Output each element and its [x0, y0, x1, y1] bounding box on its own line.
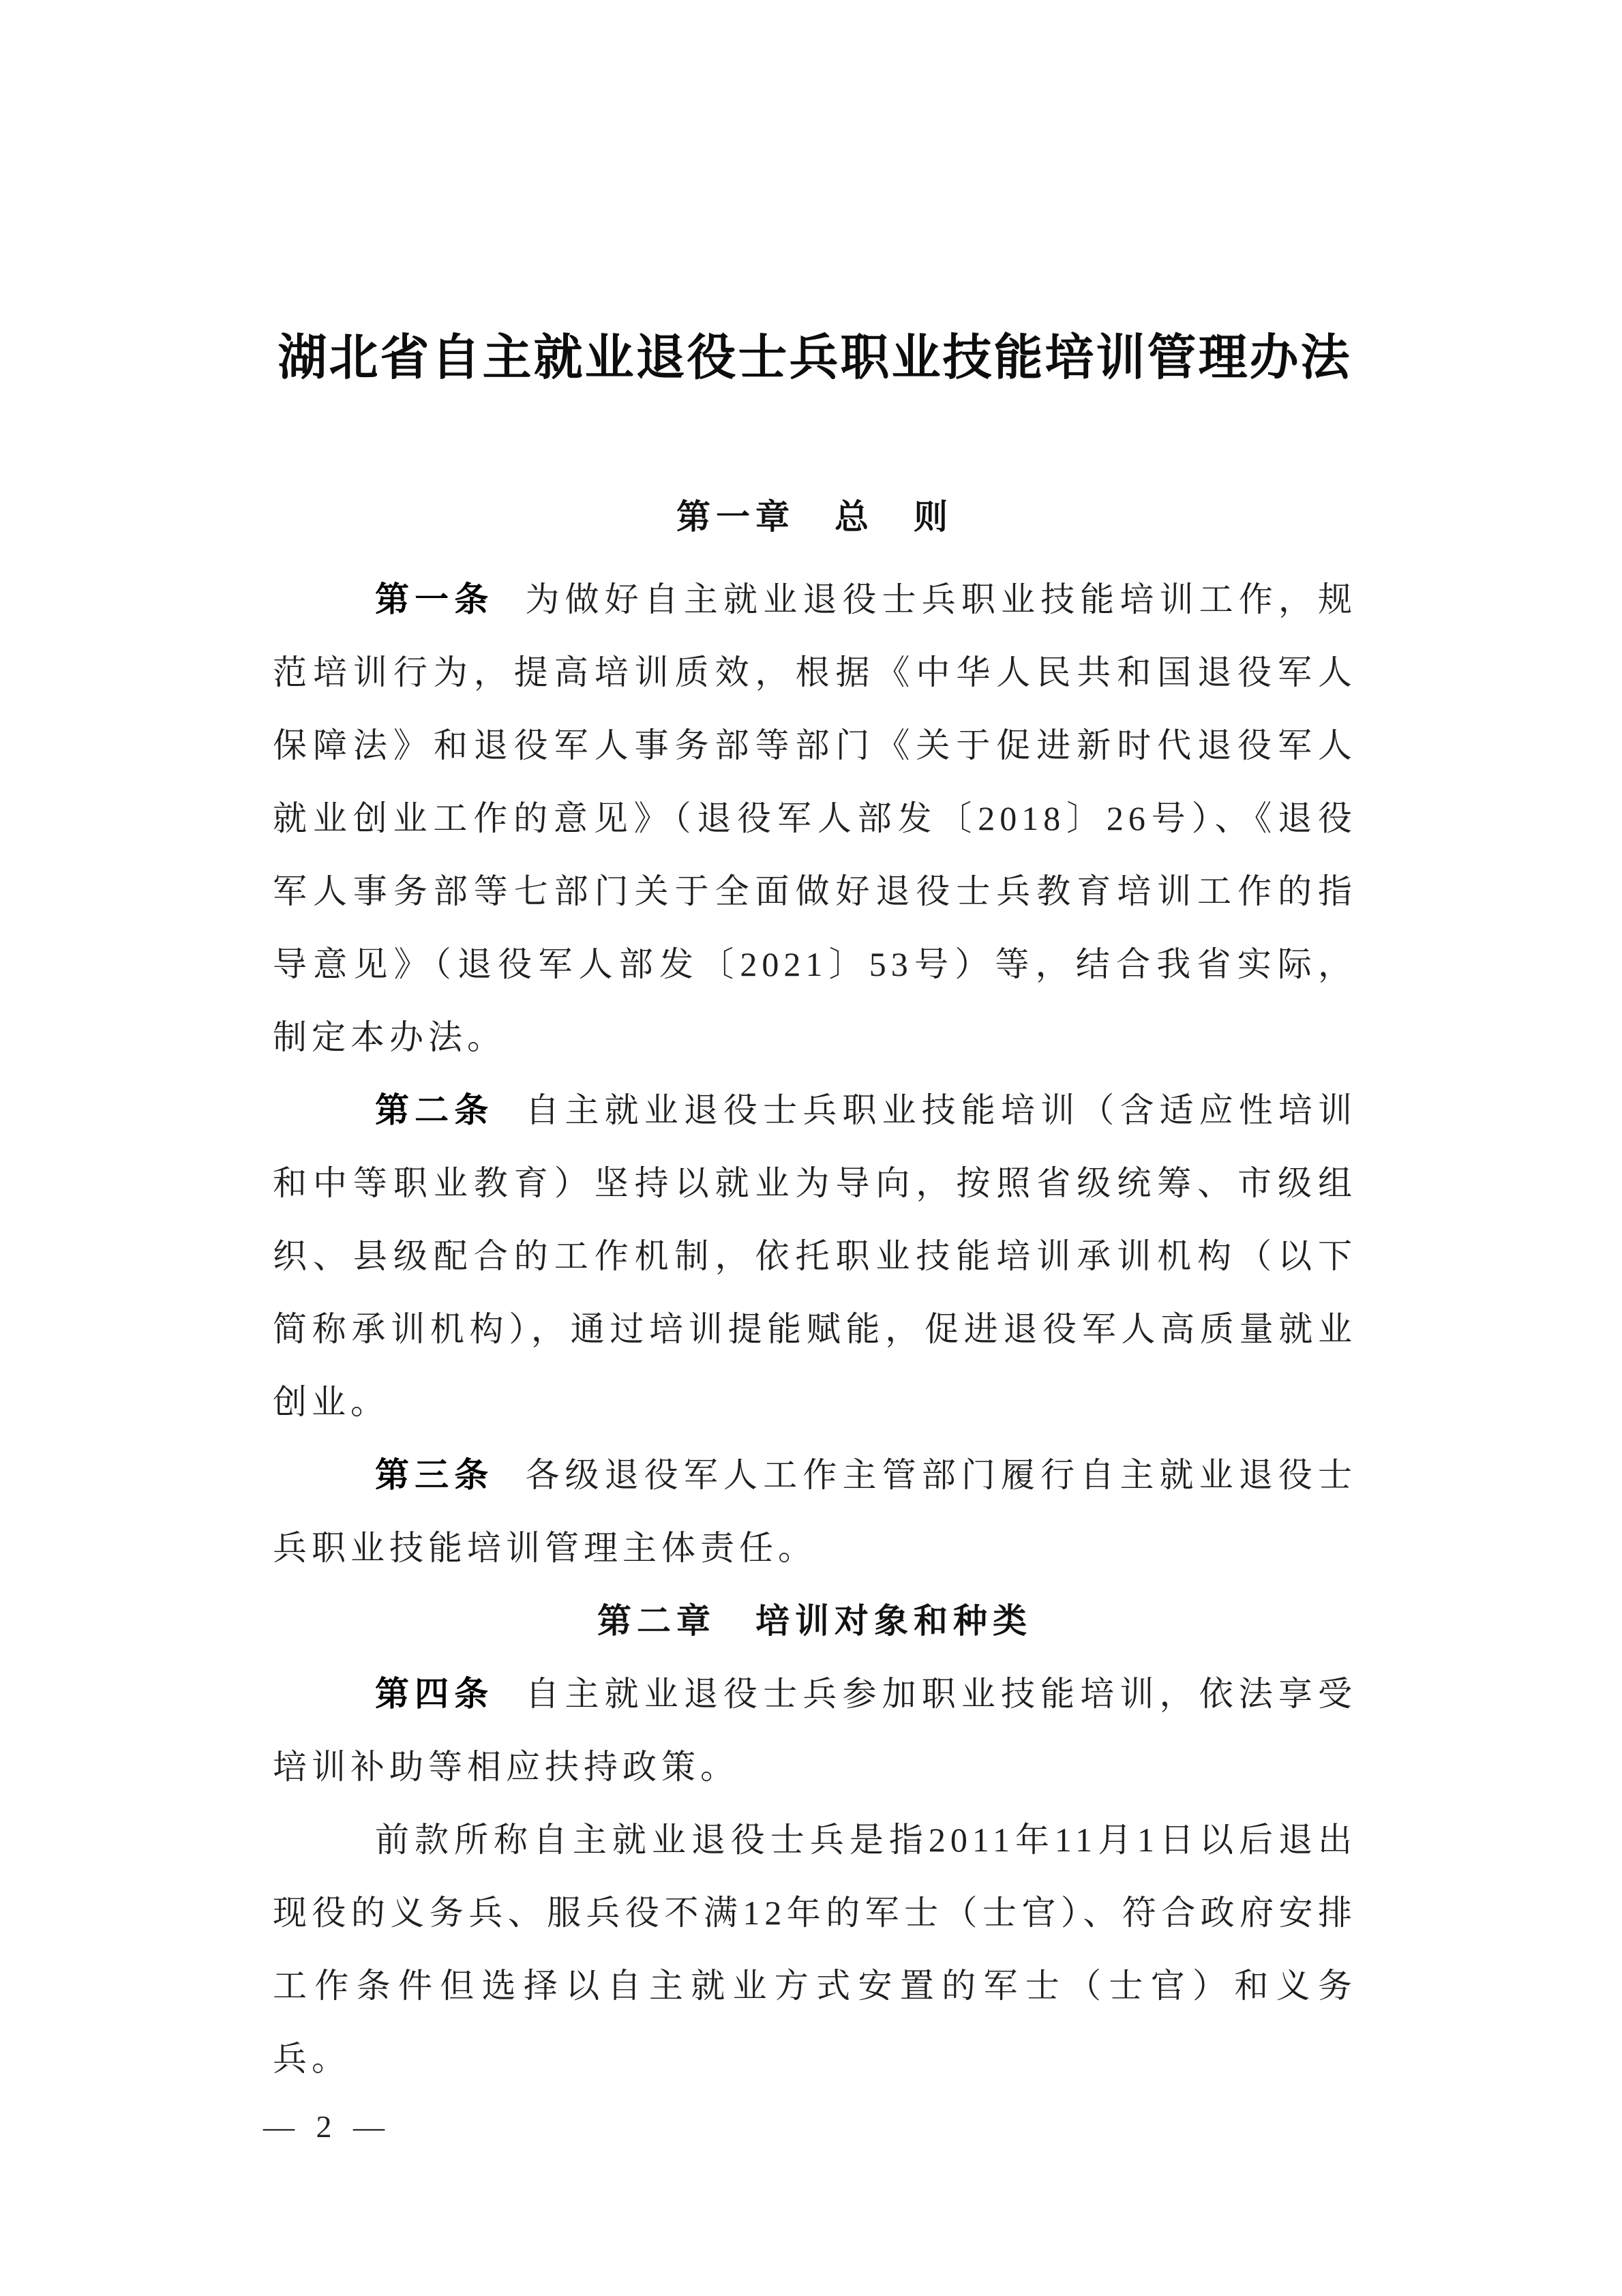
- document-title: 湖北省自主就业退役士兵职业技能培训管理办法: [277, 331, 1352, 385]
- article-4-text: 自主就业退役士兵参加职业技能培训，依法享受培训补助等相应扶持政策。: [273, 1675, 1357, 1786]
- article-1-paragraph: [273, 563, 1357, 1074]
- page-number: — 2 —: [263, 2109, 391, 2144]
- article-4-continuation-paragraph: 前款所称自主就业退役士兵是指2011年11月1日以后退出现役的义务兵、服兵役不满12年的军士（士官）、符合政府安排工作条件但选择以自主就业方式安置的军士（士官）和义务兵。: [273, 1821, 1357, 2078]
- article-3-text: 各级退役军人工作主管部门履行自主就业退役士兵职业技能培训管理主体责任。: [273, 1456, 1357, 1567]
- article-2-text: 自主就业退役士兵职业技能培训（含适应性培训和中等职业教育）坚持以就业为导向，按照省级统筹、市级组织、县级配合的工作机制，依托职业技能培训承训机构（以下简称承训机构），通过培训提能赋能，促进退役军人高质量就业创业。: [273, 1091, 1357, 1421]
- chapter-1-heading: 第一章 总 则: [676, 498, 953, 536]
- article-3-label: 第三条: [375, 1456, 494, 1494]
- article-4-label: 第四条: [375, 1675, 494, 1713]
- article-2-label: 第二条: [375, 1091, 494, 1129]
- article-1-text: 为做好自主就业退役士兵职业技能培训工作，规范培训行为，提高培训质效，根据《中华人民共和国退役军人保障法》和退役军人事务部等部门《关于促进新时代退役军人就业创业工作的意见》（退役军人部发〔2018〕26号）、《退役军人事务部等七部门关于全面做好退役士兵教育培训工作的指导意见》（退役军人部发〔2021〕53号）等，结合我省实际，制定本办法。: [273, 580, 1357, 1056]
- article-2-paragraph: [273, 1074, 1357, 1439]
- chapter-2-heading: 第二章 培训对象和种类: [597, 1602, 1032, 1640]
- article-3-paragraph: [273, 1439, 1357, 1585]
- article-4-paragraph: [273, 1658, 1357, 1804]
- article-1-label: 第一条: [375, 580, 494, 618]
